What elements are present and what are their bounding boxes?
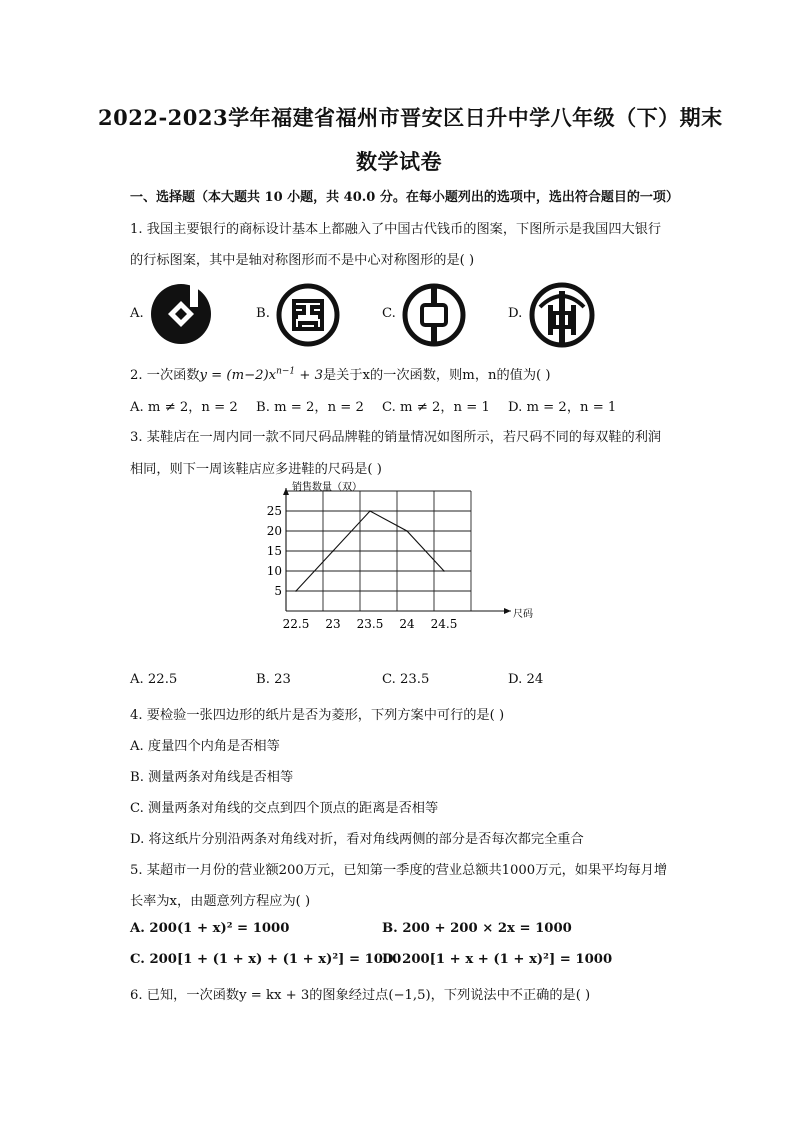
- q1-option-d-label: D.: [508, 306, 523, 321]
- data-point: [369, 510, 371, 512]
- x-tick-label: 23.5: [356, 617, 384, 631]
- x-tick-label: 24.5: [430, 617, 458, 631]
- q4-option-a: A. 度量四个内角是否相等: [130, 739, 280, 754]
- q2-tail: 是关于x的一次函数，则m，n的值为( ): [323, 368, 551, 383]
- q1-stem-line2: 的行标图案，其中是轴对称图形而不是中心对称图形的是( ): [130, 253, 475, 268]
- q2-eq-y: y: [199, 368, 207, 383]
- sales-line-chart: [258, 478, 533, 638]
- q1-option-a-label: A.: [130, 306, 144, 321]
- q2-stem: [130, 364, 551, 383]
- q2-option-d: D. m = 2，n = 1: [508, 400, 617, 415]
- paper-title-line2: 数学试卷: [356, 149, 442, 174]
- x-axis-title: 尺码: [513, 609, 533, 620]
- q1-stem-line1: 1. 我国主要银行的商标设计基本上都融入了中国古代钱币的图案，下图所示是我国四大银行: [130, 222, 662, 237]
- q2-eq-end: + 3: [295, 368, 323, 383]
- boc-logo-icon: [402, 283, 466, 347]
- x-tick-label: 22.5: [282, 617, 310, 631]
- q5-stem-line1: 5. 某超市一月份的营业额200万元，已知第一季度的营业总额共1000万元，如果平均每月增: [130, 863, 668, 878]
- data-point: [406, 530, 408, 532]
- q2-option-a: A. m ≠ 2，n = 2: [130, 400, 238, 415]
- q5-option-c: C. 200[1 + (1 + x) + (1 + x)²] = 1000: [130, 952, 402, 967]
- x-tick-label: 24: [399, 617, 415, 631]
- q5-option-a: A. 200(1 + x)² = 1000: [130, 921, 290, 936]
- y-tick-label: 15: [266, 544, 282, 558]
- q5-option-d: D. 200[1 + x + (1 + x)²] = 1000: [382, 952, 613, 967]
- q3-option-a: A. 22.5: [130, 672, 178, 687]
- section-heading: 一、选择题（本大题共 10 小题，共 40.0 分。在每小题列出的选项中，选出符合题目的一项）: [130, 190, 679, 205]
- q3-option-c: C. 23.5: [382, 672, 430, 687]
- data-point: [295, 590, 297, 592]
- q3-stem-line2: 相同，则下一周该鞋店应多进鞋的尺码是( ): [130, 462, 382, 477]
- data-point: [332, 550, 334, 552]
- q4-stem: 4. 要检验一张四边形的纸片是否为菱形，下列方案中可行的是( ): [130, 708, 505, 723]
- paper-title-line1: 2022-2023学年福建省福州市晋安区日升中学八年级（下）期末: [98, 105, 723, 130]
- q5-option-b: B. 200 + 200 × 2x = 1000: [382, 921, 572, 936]
- ccb-logo-icon: [150, 283, 212, 345]
- icbc-logo-icon: [276, 283, 340, 347]
- q2-eq-exp: n−1: [276, 366, 296, 377]
- q5-stem-line2: 长率为x，由题意列方程应为( ): [130, 894, 311, 909]
- y-tick-label: 20: [266, 524, 282, 538]
- q4-option-b: B. 测量两条对角线是否相等: [130, 770, 294, 785]
- q2-option-b: B. m = 2，n = 2: [256, 400, 364, 415]
- q2-prefix: 2. 一次函数: [130, 368, 200, 383]
- x-axis-arrow: [504, 608, 511, 614]
- q2-eq-mid: = (m−2): [206, 368, 269, 383]
- y-axis-title: 销售数量（双）: [292, 482, 362, 493]
- abc-logo-icon: [528, 281, 596, 349]
- y-tick-label: 5: [274, 584, 282, 598]
- x-tick-label: 23: [325, 617, 341, 631]
- q3-stem-line1: 3. 某鞋店在一周内同一款不同尺码品牌鞋的销量情况如图所示，若尺码不同的每双鞋的利润: [130, 430, 662, 445]
- q3-option-d: D. 24: [508, 672, 544, 687]
- y-tick-label: 25: [266, 504, 282, 518]
- y-tick-label: 10: [266, 564, 282, 578]
- q2-option-c: C. m ≠ 2，n = 1: [382, 400, 490, 415]
- q4-option-c: C. 测量两条对角线的交点到四个顶点的距离是否相等: [130, 801, 439, 816]
- y-axis-arrow: [283, 488, 289, 495]
- q3-option-b: B. 23: [256, 672, 291, 687]
- data-point: [443, 570, 445, 572]
- q1-option-c-label: C.: [382, 306, 396, 321]
- q2-eq-x: x: [268, 368, 277, 383]
- q4-option-d: D. 将这纸片分别沿两条对角线对折，看对角线两侧的部分是否每次都完全重合: [130, 832, 584, 847]
- q1-option-b-label: B.: [256, 306, 270, 321]
- q6-stem: 6. 已知，一次函数y = kx + 3的图象经过点(−1,5)，下列说法中不正确的是( ): [130, 988, 591, 1003]
